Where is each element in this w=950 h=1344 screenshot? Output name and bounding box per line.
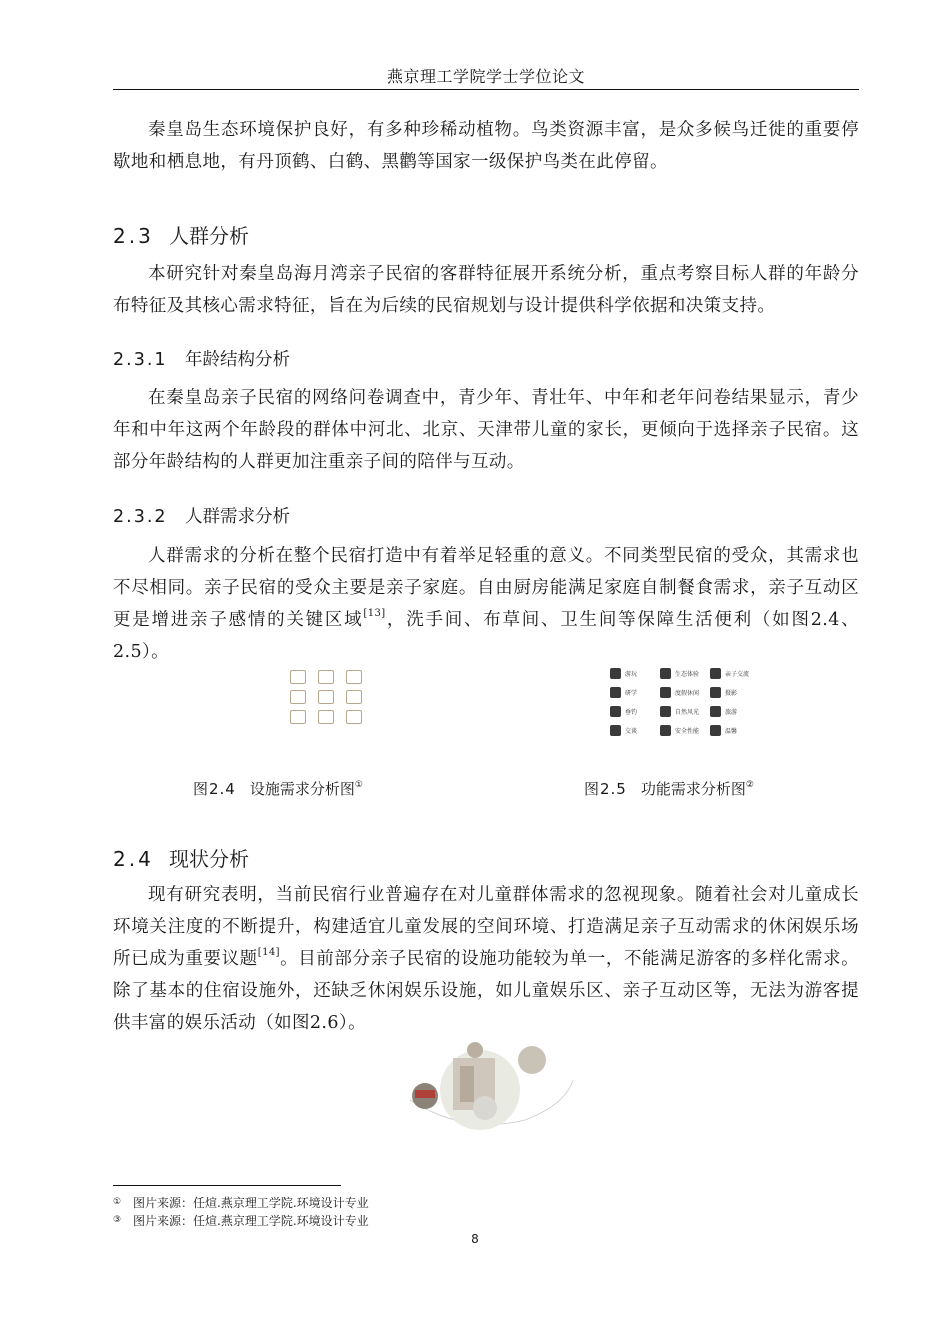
photo-bubble <box>473 1096 497 1120</box>
family-icon <box>710 668 721 679</box>
facility-icon <box>290 690 306 704</box>
paragraph-needs <box>113 540 859 668</box>
section-heading-2-4 <box>113 843 249 872</box>
facility-icon <box>290 670 306 684</box>
facility-icon <box>318 690 334 704</box>
facility-icon <box>346 690 362 704</box>
section-heading-2-3-2 <box>113 503 290 528</box>
page-number: 8 <box>471 1232 479 1246</box>
running-header: 燕京理工学院学士学位论文 <box>386 67 585 86</box>
section-heading-2-3-1 <box>113 346 290 371</box>
figure-2-6-image <box>405 1040 575 1135</box>
photo-bubble <box>467 1042 483 1058</box>
facility-icon <box>318 670 334 684</box>
figure-2-4-image <box>284 670 364 748</box>
figure-2-5-caption: 图2.5 功能需求分析图② <box>584 780 754 798</box>
function-item: 摄影 <box>710 687 760 698</box>
paragraph-text: 。目前部分亲子民宿的设施功能较为单一，不能满足游客的多样化需求。除了基本的住宿设施外，还缺乏休闲娱乐设施，如儿童娱乐区、亲子互动区等，无法为游客提供丰富的娱乐活动（如图2.6）。 <box>113 949 859 1033</box>
section-number: 2.3.2 <box>113 507 168 527</box>
section-number: 2.3.1 <box>113 350 168 370</box>
section-title: 人群需求分析 <box>185 507 290 527</box>
travel-icon <box>710 706 721 717</box>
section-number: 2.3 <box>113 224 154 248</box>
citation-ref: [14] <box>257 947 280 958</box>
facility-icon <box>290 710 306 724</box>
citation-ref: [13] <box>363 608 386 619</box>
section-title: 人群分析 <box>169 224 249 248</box>
figure-2-4-caption: 图2.4 设施需求分析图① <box>193 780 363 798</box>
photo-detail <box>415 1090 435 1098</box>
fishing-icon <box>610 706 621 717</box>
camera-icon <box>710 687 721 698</box>
facility-icon <box>346 670 362 684</box>
study-icon <box>610 687 621 698</box>
section-title: 年龄结构分析 <box>185 350 290 370</box>
footnote: ① 图片来源：任煊.燕京理工学院.环境设计专业 <box>113 1196 369 1210</box>
mountain-icon <box>660 706 671 717</box>
footnote-mark: ② <box>745 780 754 790</box>
paragraph-age-structure: 在秦皇岛亲子民宿的网络问卷调查中，青少年、青壮年、中年和老年问卷结果显示，青少年和中年这两个年龄段的群体中河北、北京、天津带儿童的家长，更倾向于选择亲子民宿。这部分年龄结构的人群更加注重亲子间的陪伴与互动。 <box>113 388 859 472</box>
nature-icon <box>660 668 671 679</box>
home-icon <box>710 725 721 736</box>
facility-icon <box>318 710 334 724</box>
paragraph-ecology: 秦皇岛生态环境保护良好，有多种珍稀动植物。鸟类资源丰富，是众多候鸟迁徙的重要停歇地和栖息地，有丹顶鹤、白鹤、黑鹳等国家一级保护鸟类在此停留。 <box>113 120 859 172</box>
shield-icon <box>660 725 671 736</box>
footnote-mark: ① <box>354 780 363 790</box>
function-item: 游玩 <box>610 668 660 679</box>
function-item: 度假休闲 <box>660 687 710 698</box>
facility-icon <box>346 710 362 724</box>
interior-photo-detail <box>460 1066 474 1102</box>
paragraph-text: ，洗手间、布草间、卫生间等保障生活便利（如图2.4、2.5）。 <box>113 610 859 662</box>
paragraph-current-status <box>113 879 859 1039</box>
function-item: 温馨 <box>710 725 760 736</box>
section-heading-2-3 <box>113 220 249 249</box>
footnote: ③ 图片来源：任煊.燕京理工学院.环境设计专业 <box>113 1214 369 1228</box>
leisure-icon <box>660 687 671 698</box>
chat-icon <box>610 725 621 736</box>
footnote-rule <box>113 1185 341 1186</box>
function-item: 研学 <box>610 687 660 698</box>
function-item: 自然风光 <box>660 706 710 717</box>
header-rule <box>113 89 859 90</box>
function-item: 生态体验 <box>660 668 710 679</box>
paragraph-crowd-intro: 本研究针对秦皇岛海月湾亲子民宿的客群特征展开系统分析，重点考察目标人群的年龄分布特征及其核心需求特征，旨在为后续的民宿规划与设计提供科学依据和决策支持。 <box>113 264 859 316</box>
photo-bubble <box>518 1046 546 1074</box>
paragraph-text: 人群需求的分析在整个民宿打造中有着举足轻重的意义。不同类型民宿的受众，其需求也不尽相同。亲子民宿的受众主要是亲子家庭。自由厨房能满足家庭自制餐食需求，亲子互动区更是增进亲子感情的关键区域 <box>113 546 859 630</box>
section-title: 现状分析 <box>169 847 249 871</box>
function-item: 旅游 <box>710 706 760 717</box>
function-item: 垂钓 <box>610 706 660 717</box>
function-item: 安全性能 <box>660 725 710 736</box>
figure-2-5-image <box>610 668 760 746</box>
paragraph-text: 现有研究表明，当前民宿行业普遍存在对儿童群体需求的忽视现象。随着社会对儿童成长环境关注度的不断提升，构建适宜儿童发展的空间环境、打造满足亲子互动需求的休闲娱乐场所已成为重要议题 <box>113 885 859 969</box>
function-item: 亲子交流 <box>710 668 760 679</box>
function-item: 交谈 <box>610 725 660 736</box>
section-number: 2.4 <box>113 847 154 871</box>
people-icon <box>610 668 621 679</box>
